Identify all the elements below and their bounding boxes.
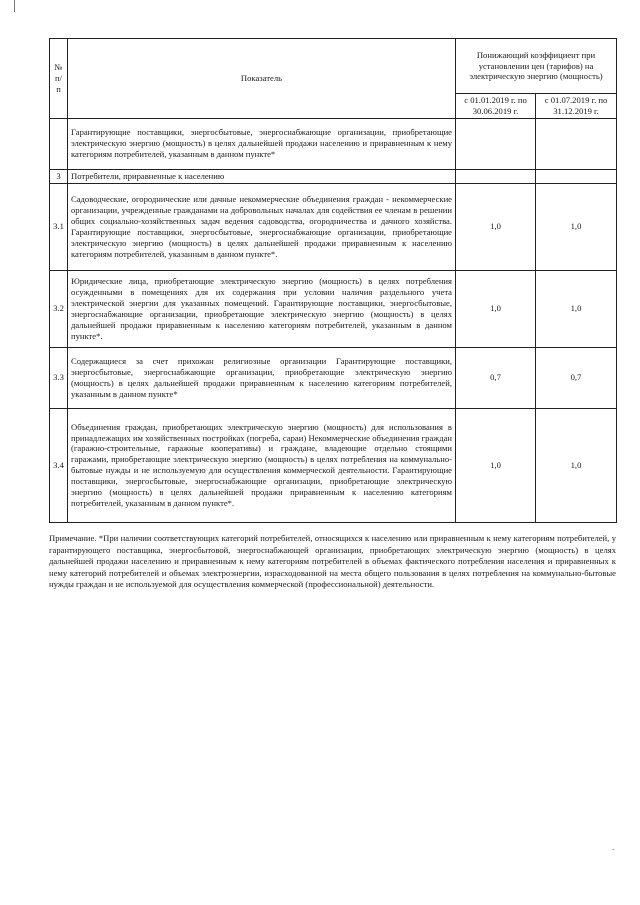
- row-value-period-2: 1,0: [536, 408, 617, 522]
- row-indicator: Потребители, приравненные к населению: [68, 169, 456, 183]
- row-indicator: Объединения граждан, приобретающих электрическую энергию (мощность) для использования в принадлежащих им хозяйственных постройках (погреба, сараи) Некоммерческие объединения граждан (гаражно-строительные, гаражные кооперативы) и граждане, владеющие отдельно стоящими гаражами, приобретающие электрическую энергию (мощность) в целях потребления на коммунально-бытовые нужды и не используемую для осуществления коммерческой деятельности. Гарантирующие поставщики, энергосбытовые, энергоснабжающие организации, приобретающие электрическую энергию (мощность) в целях дальнейшей продажи приравненным к населению категориям потребителей, указанным в данном пункте*.: [68, 408, 456, 522]
- row-number: 3.3: [50, 347, 68, 408]
- row-indicator: Садоводческие, огороднические или дачные некоммерческие объединения граждан - некоммерческие организации, учрежденные гражданами на добровольных началах для содействия ее членам в решении общих социально-хозяйственных задач ведения садоводства, огородничества и дачного хозяйства. Гарантирующие поставщики, энергосбытовые, энергоснабжающие организации, приобретающие электрическую энергию (мощность) в целях дальнейшей продажи приравненным к населению категориям потребителей, указанным в данном пункте*.: [68, 183, 456, 270]
- row-number: 3.2: [50, 270, 68, 347]
- row-value-period-1: 1,0: [456, 183, 536, 270]
- row-value-period-1: [456, 118, 536, 169]
- header-number: № п/п: [50, 39, 68, 119]
- tariff-coefficient-table: [49, 38, 617, 523]
- scan-margin-mark: [14, 0, 15, 12]
- row-number: 3.1: [50, 183, 68, 270]
- row-value-period-2: 1,0: [536, 270, 617, 347]
- header-coefficient: Понижающий коэффициент при установлении цен (тарифов) на электрическую энергию (мощность): [456, 39, 617, 94]
- row-indicator: Юридические лица, приобретающие электрическую энергию (мощность) в целях потребления осужденными в помещениях для их содержания при условии наличия раздельного учета электрической энергии для указанных помещений. Гарантирующие поставщики, энергосбытовые, энергоснабжающие организации, приобретающие электрическую энергию (мощность) в целях дальнейшей продажи приравненным к населению категориям потребителей, указанным в данном пункте*.: [68, 270, 456, 347]
- header-indicator: Показатель: [68, 39, 456, 119]
- row-indicator: Содержащиеся за счет прихожан религиозные организации Гарантирующие поставщики, энергосбытовые, энергоснабжающие организации, приобретающие электрическую энергию (мощность) в целях дальнейшей продажи приравненным к населению категориям потребителей, указанным в данном пункте*: [68, 347, 456, 408]
- header-period-2: с 01.07.2019 г. по 31.12.2019 г.: [536, 94, 617, 119]
- row-value-period-2: 1,0: [536, 183, 617, 270]
- table-row: [50, 408, 617, 522]
- row-value-period-2: 0,7: [536, 347, 617, 408]
- table-row: [50, 347, 617, 408]
- row-number: 3: [50, 169, 68, 183]
- row-value-period-1: 1,0: [456, 408, 536, 522]
- table-row: [50, 270, 617, 347]
- row-value-period-1: 1,0: [456, 270, 536, 347]
- row-value-period-1: [456, 169, 536, 183]
- row-value-period-2: [536, 169, 617, 183]
- row-number: [50, 118, 68, 169]
- header-period-1: с 01.01.2019 г. по 30.06.2019 г.: [456, 94, 536, 119]
- row-number: 3.4: [50, 408, 68, 522]
- table-row: [50, 169, 617, 183]
- row-value-period-2: [536, 118, 617, 169]
- table-row: [50, 183, 617, 270]
- table-header-row: [50, 39, 617, 94]
- scan-corner-mark: .: [612, 842, 615, 852]
- table-row: [50, 118, 617, 169]
- footnote: Примечание. *При наличии соответствующих категорий потребителей, относящихся к населению или приравненным к нему категориям потребителей, у гарантирующего поставщика, энергосбытовой, энергоснабжающей организации, приобретающих электрическую энергию (мощность) в целях дальнейшей продажи населению и приравненным к нему категориям потребителей в объемах фактического потребления населения и приравненных к нему категорий потребителей и объемах электроэнергии, израсходованной на места общего пользования в целях потребления на коммунально-бытовые нужды граждан и не используемой для осуществления коммерческой (профессиональной) деятельности.: [49, 533, 616, 590]
- row-value-period-1: 0,7: [456, 347, 536, 408]
- row-indicator: Гарантирующие поставщики, энергосбытовые, энергоснабжающие организации, приобретающие электрическую энергию (мощность) в целях дальнейшей продажи населению и приравненным к нему категориям потребителей, указанным в данном пункте*: [68, 118, 456, 169]
